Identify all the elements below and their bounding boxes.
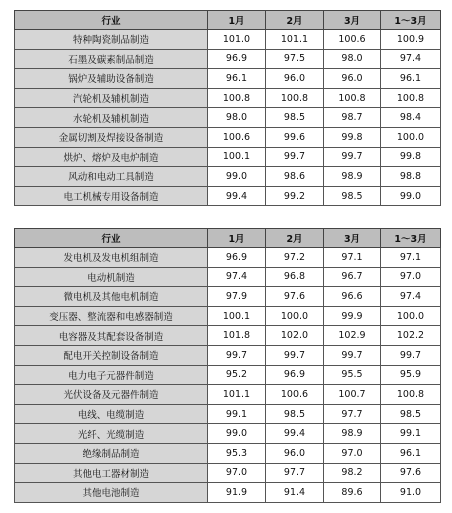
value-cell-feb: 100.0	[266, 306, 324, 326]
table-row	[15, 345, 441, 365]
value-cell-feb: 97.7	[266, 463, 324, 483]
value-cell-jan: 97.9	[208, 287, 266, 307]
value-cell-feb: 96.9	[266, 365, 324, 385]
header-jan: 1月	[208, 229, 266, 248]
value-cell-mar: 98.7	[324, 108, 381, 128]
value-cell-mar: 98.5	[324, 186, 381, 206]
value-cell-feb: 102.0	[266, 326, 324, 346]
industry-name-cell: 金属切割及焊接设备制造	[15, 127, 208, 147]
value-cell-feb: 100.8	[266, 88, 324, 108]
value-cell-mar: 97.0	[324, 443, 381, 463]
value-cell-jan-mar: 95.9	[381, 365, 441, 385]
value-cell-jan: 99.4	[208, 186, 266, 206]
price-index-table-2	[14, 228, 441, 503]
value-cell-feb: 99.7	[266, 345, 324, 365]
value-cell-feb: 99.2	[266, 186, 324, 206]
header-mar: 3月	[324, 229, 381, 248]
value-cell-mar: 98.0	[324, 49, 381, 69]
value-cell-jan: 95.3	[208, 443, 266, 463]
value-cell-mar: 99.7	[324, 345, 381, 365]
value-cell-mar: 98.9	[324, 167, 381, 187]
value-cell-feb: 96.0	[266, 443, 324, 463]
table-row	[15, 267, 441, 287]
value-cell-mar: 98.2	[324, 463, 381, 483]
industry-name-cell: 其他电池制造	[15, 483, 208, 503]
value-cell-jan-mar: 100.0	[381, 306, 441, 326]
value-cell-jan-mar: 99.0	[381, 186, 441, 206]
industry-name-cell: 其他电工器材制造	[15, 463, 208, 483]
table-row	[15, 248, 441, 268]
value-cell-mar: 96.6	[324, 287, 381, 307]
value-cell-jan-mar: 98.5	[381, 404, 441, 424]
industry-name-cell: 光纤、光缆制造	[15, 424, 208, 444]
value-cell-mar: 98.9	[324, 424, 381, 444]
value-cell-mar: 89.6	[324, 483, 381, 503]
value-cell-jan-mar: 98.8	[381, 167, 441, 187]
industry-name-cell: 电工机械专用设备制造	[15, 186, 208, 206]
industry-name-cell: 绝缘制品制造	[15, 443, 208, 463]
table-row	[15, 108, 441, 128]
industry-name-cell: 配电开关控制设备制造	[15, 345, 208, 365]
value-cell-jan: 101.8	[208, 326, 266, 346]
table-row	[15, 365, 441, 385]
header-jan-mar: 1～3月	[381, 229, 441, 248]
value-cell-mar: 95.5	[324, 365, 381, 385]
value-cell-jan: 97.0	[208, 463, 266, 483]
table-header-row	[15, 229, 441, 248]
value-cell-feb: 91.4	[266, 483, 324, 503]
value-cell-jan-mar: 97.6	[381, 463, 441, 483]
industry-name-cell: 石墨及碳素制品制造	[15, 49, 208, 69]
value-cell-jan: 99.0	[208, 167, 266, 187]
table-row	[15, 483, 441, 503]
value-cell-jan: 100.1	[208, 306, 266, 326]
header-feb: 2月	[266, 229, 324, 248]
value-cell-jan: 97.4	[208, 267, 266, 287]
table-row	[15, 404, 441, 424]
industry-name-cell: 电动机制造	[15, 267, 208, 287]
value-cell-jan: 101.1	[208, 385, 266, 405]
table-row	[15, 463, 441, 483]
industry-name-cell: 风动和电动工具制造	[15, 167, 208, 187]
industry-name-cell: 电容器及其配套设备制造	[15, 326, 208, 346]
industry-name-cell: 光伏设备及元器件制造	[15, 385, 208, 405]
industry-name-cell: 电线、电缆制造	[15, 404, 208, 424]
value-cell-jan-mar: 91.0	[381, 483, 441, 503]
value-cell-feb: 97.2	[266, 248, 324, 268]
header-industry: 行业	[15, 11, 208, 30]
value-cell-jan-mar: 100.8	[381, 88, 441, 108]
value-cell-feb: 99.7	[266, 147, 324, 167]
table-header-row	[15, 11, 441, 30]
value-cell-jan: 99.0	[208, 424, 266, 444]
value-cell-jan: 100.1	[208, 147, 266, 167]
value-cell-mar: 102.9	[324, 326, 381, 346]
table-row	[15, 167, 441, 187]
value-cell-jan-mar: 100.9	[381, 30, 441, 50]
table-row	[15, 287, 441, 307]
table-row	[15, 88, 441, 108]
header-mar: 3月	[324, 11, 381, 30]
industry-name-cell: 烘炉、熔炉及电炉制造	[15, 147, 208, 167]
value-cell-jan: 95.2	[208, 365, 266, 385]
table-row	[15, 385, 441, 405]
value-cell-mar: 99.9	[324, 306, 381, 326]
value-cell-jan-mar: 96.1	[381, 443, 441, 463]
table-row	[15, 30, 441, 50]
value-cell-jan-mar: 97.4	[381, 287, 441, 307]
value-cell-jan-mar: 96.1	[381, 69, 441, 89]
value-cell-jan: 91.9	[208, 483, 266, 503]
value-cell-jan-mar: 99.7	[381, 345, 441, 365]
value-cell-feb: 98.5	[266, 404, 324, 424]
value-cell-mar: 100.6	[324, 30, 381, 50]
table-row	[15, 443, 441, 463]
industry-name-cell: 发电机及发电机组制造	[15, 248, 208, 268]
value-cell-feb: 96.8	[266, 267, 324, 287]
value-cell-jan-mar: 97.0	[381, 267, 441, 287]
header-jan-mar: 1～3月	[381, 11, 441, 30]
value-cell-jan-mar: 99.1	[381, 424, 441, 444]
header-feb: 2月	[266, 11, 324, 30]
value-cell-feb: 98.5	[266, 108, 324, 128]
value-cell-feb: 97.6	[266, 287, 324, 307]
value-cell-jan-mar: 100.8	[381, 385, 441, 405]
table-row	[15, 69, 441, 89]
table-row	[15, 147, 441, 167]
value-cell-jan-mar: 98.4	[381, 108, 441, 128]
table-row	[15, 326, 441, 346]
value-cell-mar: 99.7	[324, 147, 381, 167]
value-cell-mar: 97.1	[324, 248, 381, 268]
value-cell-mar: 96.7	[324, 267, 381, 287]
value-cell-jan: 96.1	[208, 69, 266, 89]
value-cell-jan-mar: 99.8	[381, 147, 441, 167]
value-cell-feb: 99.6	[266, 127, 324, 147]
value-cell-jan: 99.1	[208, 404, 266, 424]
value-cell-jan: 98.0	[208, 108, 266, 128]
industry-name-cell: 汽轮机及辅机制造	[15, 88, 208, 108]
table-row	[15, 49, 441, 69]
header-jan: 1月	[208, 11, 266, 30]
table-row	[15, 306, 441, 326]
value-cell-jan-mar: 97.4	[381, 49, 441, 69]
industry-name-cell: 特种陶瓷制品制造	[15, 30, 208, 50]
value-cell-feb: 98.6	[266, 167, 324, 187]
industry-name-cell: 锅炉及辅助设备制造	[15, 69, 208, 89]
value-cell-jan: 99.7	[208, 345, 266, 365]
value-cell-jan: 96.9	[208, 248, 266, 268]
value-cell-feb: 97.5	[266, 49, 324, 69]
value-cell-jan: 101.0	[208, 30, 266, 50]
table-row	[15, 186, 441, 206]
value-cell-mar: 96.0	[324, 69, 381, 89]
industry-name-cell: 微电机及其他电机制造	[15, 287, 208, 307]
value-cell-mar: 100.7	[324, 385, 381, 405]
table-row	[15, 424, 441, 444]
value-cell-feb: 99.4	[266, 424, 324, 444]
value-cell-jan: 96.9	[208, 49, 266, 69]
industry-name-cell: 电力电子元器件制造	[15, 365, 208, 385]
header-industry: 行业	[15, 229, 208, 248]
value-cell-mar: 100.8	[324, 88, 381, 108]
value-cell-jan: 100.8	[208, 88, 266, 108]
value-cell-feb: 101.1	[266, 30, 324, 50]
value-cell-jan-mar: 97.1	[381, 248, 441, 268]
value-cell-mar: 99.8	[324, 127, 381, 147]
price-index-table-1	[14, 10, 441, 206]
value-cell-jan: 100.6	[208, 127, 266, 147]
value-cell-feb: 100.6	[266, 385, 324, 405]
industry-name-cell: 变压器、整流器和电感器制造	[15, 306, 208, 326]
industry-name-cell: 水轮机及辅机制造	[15, 108, 208, 128]
value-cell-jan-mar: 100.0	[381, 127, 441, 147]
value-cell-feb: 96.0	[266, 69, 324, 89]
value-cell-jan-mar: 102.2	[381, 326, 441, 346]
value-cell-mar: 97.7	[324, 404, 381, 424]
table-row	[15, 127, 441, 147]
